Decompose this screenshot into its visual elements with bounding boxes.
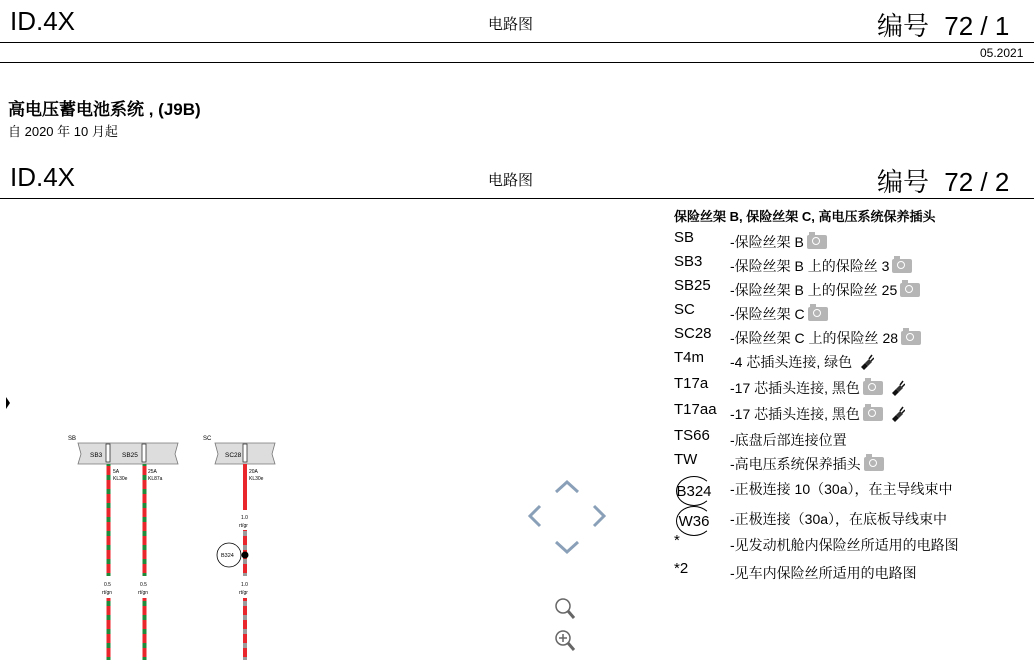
camera-icon[interactable] (863, 381, 883, 395)
legend-description (730, 378, 905, 398)
document-number (877, 6, 1009, 43)
camera-icon[interactable] (807, 235, 827, 249)
legend-code: * (674, 532, 680, 549)
wire-sc28-lower (243, 598, 247, 660)
legend-description (730, 256, 912, 276)
model-name: ID.4X (10, 6, 76, 36)
camera-icon[interactable] (900, 283, 920, 297)
legend-description-text: -17 芯插头连接, 黑色 (730, 380, 860, 396)
legend-description-text: -保险丝架 B (730, 234, 804, 250)
legend-description (730, 509, 947, 529)
wire-sb25-upper (143, 464, 147, 576)
legend-description-text: -见车内保险丝所适用的电路图 (730, 565, 917, 581)
legend-code: *2 (674, 560, 689, 577)
zoom-in-icon[interactable] (556, 631, 574, 650)
fuse-sc28 (243, 444, 247, 462)
document-type: 电路图 (488, 16, 534, 33)
legend-description-text: -见发动机舱内保险丝所适用的电路图 (730, 537, 959, 553)
legend-description (730, 352, 874, 372)
legend-description-text: -4 芯插头连接, 绿色 (730, 354, 853, 370)
fuse-sc28-rating: 20A (249, 469, 258, 475)
legend-description (730, 535, 959, 555)
header-divider (0, 42, 1034, 43)
document-number-page2 (877, 162, 1009, 199)
navigation-controls (526, 472, 616, 662)
camera-icon[interactable] (808, 307, 828, 321)
legend-code: SC28 (674, 325, 712, 342)
model-name-page2: ID.4X (10, 162, 76, 192)
legend-description (730, 479, 952, 499)
connector-icon[interactable] (889, 406, 905, 422)
pan-left-icon[interactable] (530, 506, 540, 526)
wire-sc28-top (243, 464, 247, 510)
legend-code: SB3 (674, 253, 703, 270)
legend-description-text: -保险丝架 B 上的保险丝 25 (730, 282, 898, 298)
wire-4-color: rt/gr (239, 590, 248, 596)
fuse-sb3 (106, 444, 110, 462)
legend-code: TW (674, 451, 698, 468)
legend-description-text: -高电压系统保养插头 (730, 456, 861, 472)
legend-description-text: -保险丝架 C 上的保险丝 28 (730, 330, 899, 346)
legend-description (730, 563, 917, 583)
legend-description-text: -保险丝架 B 上的保险丝 3 (730, 258, 890, 274)
fuse-sb3-rating: 5A (113, 469, 120, 475)
date-divider (0, 62, 1034, 63)
fuse-sb3-terminal: KL30e (113, 476, 128, 482)
fuse-box-b-label: SB (68, 436, 77, 442)
legend-code: T4m (674, 349, 704, 366)
page-number-page2: 72 / 2 (944, 167, 1010, 197)
legend-description (730, 232, 827, 252)
legend-description-text: -保险丝架 C (730, 306, 805, 322)
legend-description (730, 404, 905, 424)
wire-2-color: rt/gn (138, 590, 149, 596)
legend-description (730, 304, 828, 324)
legend-description-text: -17 芯插头连接, 黑色 (730, 406, 860, 422)
document-subtitle: 自 2020 年 10 月起 (8, 124, 118, 139)
pan-right-icon[interactable] (594, 506, 604, 526)
legend-code: SC (674, 301, 695, 318)
legend-code: T17aa (674, 401, 717, 418)
legend-code: SB (674, 229, 695, 246)
legend-code: T17a (674, 375, 709, 392)
camera-icon[interactable] (901, 331, 921, 345)
wire-1-gauge: 0.5 (104, 582, 111, 588)
zoom-out-icon[interactable] (556, 599, 574, 618)
connector-icon[interactable] (889, 380, 905, 396)
legend-code: TS66 (674, 427, 710, 444)
fuse-sb25-rating: 25A (148, 469, 157, 475)
fuse-sb25 (142, 444, 146, 462)
header-divider-page2 (0, 198, 1034, 199)
connector-b324-label: B324 (221, 553, 234, 559)
legend-title: 保险丝架 B, 保险丝架 C, 高电压系统保养插头 (674, 209, 936, 224)
wire-sb3-lower (107, 598, 111, 660)
pan-up-icon[interactable] (556, 482, 578, 492)
fuse-sb3-label: SB3 (90, 452, 103, 459)
fuse-box-c-label: SC (203, 436, 212, 442)
document-title: 高电压蓄电池系统 , (J9B) (8, 100, 201, 119)
legend-description-text: -正极连接 10（30a），在主导线束中 (730, 481, 953, 497)
legend-code: B324 (676, 476, 712, 506)
wire-3-color: rt/gr (239, 523, 248, 529)
wire-1-color: rt/gn (102, 590, 113, 596)
legend-description (730, 328, 921, 348)
legend-description-text: -正极连接（30a），在底板导线束中 (730, 511, 948, 527)
pan-down-icon[interactable] (556, 542, 578, 552)
page-number: 72 / 1 (944, 11, 1010, 41)
fuse-sb25-label: SB25 (122, 452, 138, 459)
document-type-page2: 电路图 (488, 172, 534, 189)
number-label: 编号 (877, 11, 930, 41)
connector-icon[interactable] (858, 354, 874, 370)
fuse-sb25-terminal: KL87a (148, 476, 163, 482)
circuit-diagram (0, 200, 300, 660)
wire-3-gauge: 1.0 (241, 515, 248, 521)
fuse-sc28-label: SC28 (225, 452, 242, 459)
camera-icon[interactable] (892, 259, 912, 273)
legend-description-text: -底盘后部连接位置 (730, 432, 847, 448)
legend-description (730, 280, 920, 300)
wire-4-gauge: 1.0 (241, 582, 248, 588)
legend-code: SB25 (674, 277, 711, 294)
connector-node (242, 552, 249, 559)
legend-code: W36 (676, 506, 712, 536)
wire-sb3-upper (107, 464, 111, 576)
number-label-page2: 编号 (877, 167, 930, 197)
issue-date: 05.2021 (980, 46, 1024, 60)
camera-icon[interactable] (864, 457, 884, 471)
wire-sb25-lower (143, 598, 147, 660)
legend-description (730, 430, 847, 450)
wire-2-gauge: 0.5 (140, 582, 147, 588)
legend-description (730, 454, 884, 474)
fuse-sc28-terminal: KL30e (249, 476, 264, 482)
camera-icon[interactable] (863, 407, 883, 421)
